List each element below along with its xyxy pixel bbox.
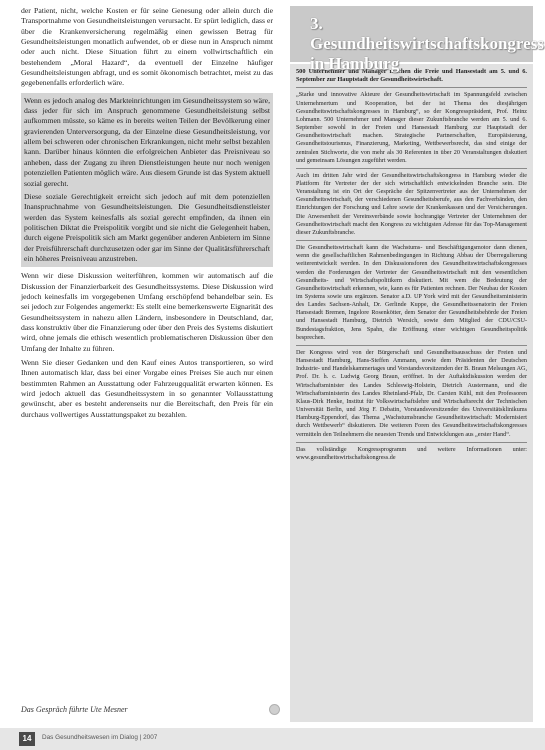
end-mark-icon: [269, 704, 280, 715]
sidebar-paragraph: Die Gesundheitswirtschaft kann die Wachstums- und Beschäftigungsmotor dann dienen, wenn die gesellschaftlichen Rahmenbedingungen in Richtung Abbau der Überregulierung weiterentwickelt werden. In den Diskussionsforen des Gesundheitswirtschaftskongresses werden die Forderungen der Vertreter der Gesundheitswirtschaft mit den wesentlichen Gesundheits- und Wirtschaftspolitikern diskutiert. Mit wem die Bedeutung der Gesundheitswirtschaft erkennen, wie, kann es für Patienten rechnen. Der Neubau der Kosten im Systems sowie uns ergänzen. Senator a.D. UP York wird mit der Gesundheitsministerin des Landes Sachsen-Anhalt, Dr. Gerlinde Kuppe, die Gesundheitssenatorin der Freien Hansestadt Bremen, Ingelore Rosenkötter, dem Senator der Gesundheitsbehörde der Freien und Hansestadt Hamburg, Dietrich Wersich, sowie dem Mitglied der CDU/CSU-Bundestagsfraktion, Jens Spahn, die Eröffnung einer wichtigen Gesundheitspolitik besprechen.: [296, 245, 527, 341]
interview-paragraph: der Patient, nicht, welche Kosten er für seine Genesung oder allein durch die Transportnahme von Gesundheitsleistungen verursacht. Er spürt lediglich, dass er über die Krankenversicherung regelmäßig einen gewissen Betrag für Gesundheitsleistungen monatlich aufwendet, ob er diese nun in Anspruch nimmt oder auch nicht. Diese Situation führt zu einem vollwirtschaftlich ein bestehendem „Moral Hazard“, da eventuell der Einzelne häufiger Gesundheitsleistungen abfragt, und es somit ökonomisch betrachtet, meist zu das gegebenenfalls erforderlich wäre.: [21, 6, 273, 88]
highlighted-paragraph: Diese soziale Gerechtigkeit erreicht sich jedoch auf mit dem potenziellen Inanspruchnahme von Gesundheitsleistungen. Die Gesundheitsdienstleister werden das System keinesfalls als sozial gerecht empfinden, da ihnen ein politischen Diktat die Preispolitik vorgibt und sie nicht die Gelegenheit haben, durch eigene Preispolitik sich am Markt gegenüber anderen Anbietern im Sinne der Preisführerschaft durchzusetzen oder gar im Sinne der Qualitätsführerschaft ein höheres Preisniveau anzustreben.: [24, 191, 270, 263]
interview-paragraph: Wenn wir diese Diskussion weiterführen, kommen wir automatisch auf die Diskussion der Finanzierbarkeit des Gesundheitssystems. Diese Diskussion wird jedoch keinesfalls im vorgegebenen Umfang erschöpfend behandelbar sein. Es sei jedoch zur Folgendes angemerkt: Es stellt eine bemerkenswerte Eignarität des Gesundheitssystem in nahezu allen Ländern, insbesondere in Deutschland, dar, dass konstruktiv über die Finanzierung oder über den Preis des Systems diskutiert wird, ohne jemals die ethisch wesentlich problematischeren Diskussion über den Umfang der Inhalte zu führen.: [21, 271, 273, 353]
sidebar-paragraph: „Starke und innovative Akteure der Gesundheitswirtschaft im Spannungsfeld zwischen Unternehmertum und Kooperation, bei der ist Thema des diesjährigen Gesundheitswirtschaftskongresses in Hamburg“, so der Kongresspräsident, Prof. Heinz Lohmann. 500 Unternehmer und Manager dieser Zukunftsbranche werden am 5. und 6. September sowohl in der Freien und Hansestadt Hamburg zur Hauptstadt der Gesundheitswirtschaft machen. Strategische Partnerschaften, Europäisierung, Gesundheitstourismus, Finanzierung, Marketing, Wettbewerbsrecht, das sind einige der zentralen Stichworte, die von mehr als 30 Referenten in über 20 Veranstaltungen diskutiert und gemeinsam Lösungen zugeführt werden.: [296, 92, 527, 164]
sidebar-paragraph: Der Kongress wird von der Bürgerschaft und Gesundheitsausschuss der Freien und Hansestadt Hamburg, Hans-Steffen Ammann, sowie dem Präsidenten der Deutschen Industrie- und Handelskammertages und Vorstandsvorsitzenden der B. Braun Melsungen AG, Prof. Dr. h. c. Ludwig Georg Braun, eröffnet. In der Auftaktdiskussion werden der Wirtschaftsminister des Landes Schleswig-Holstein, Dietrich Austermann, und die Wirtschaftsministerin des Landes Rheinland-Pfalz, Dr. Carsten Kühl, mit den Professoren Klaus-Dirk Henke, Institut für Volkswirtschaftslehre und Wirtschaftsrecht der Technischen Universität Berlin, und Jörg F. Debatin, Vorstandsvorsitzender des Universitätsklinikums Hamburg-Eppendorf, das Thema „Wachstumsbranche Gesundheitswirtschaft: Modernisiert durch Wettbewerb“ diskutieren. Die weiteren Foren des Gesundheitswirtschaftskongresses vermitteln den Teilnehmern die neuesten Trends und Entwicklungen aus „erster Hand“.: [296, 349, 527, 438]
section-title: 3. Gesundheitswirtschaftskongress in Hamburg: [310, 14, 544, 73]
interview-column: [21, 6, 273, 420]
lead-paragraph: 500 Unternehmer und Manager machen die Freie und Hansestadt am 5. und 6. September zur Hauptstadt der Gesundheitswirtschaft.: [296, 68, 527, 84]
divider: [296, 345, 527, 346]
interview-paragraph: Wenn Sie dieser Gedanken und den Kauf eines Autos transportieren, so wird Ihnen automatisch klar, dass bei einer Vorgabe eines Preises Sie auch nur einen bestimmten Rahmen an Ausstattung oder Fahrzeugqualität erwarten können. Es wird jedoch aktuell das Gesundheitssystem in so genannter Vollausstattung gewünscht, aber es besteht anderenseits nur die Bereitschaft, den Preis für ein durchaus vollwertiges Ausstattungspaket zu bezahlen.: [21, 358, 273, 419]
footer-caption: Das Gesundheitswesen im Dialog | 2007: [42, 734, 158, 741]
divider: [296, 87, 527, 88]
divider: [296, 168, 527, 169]
section-header: [290, 6, 544, 73]
interview-signature: Das Gespräch führte Ute Mesner: [21, 705, 128, 714]
highlighted-paragraph: Wenn es jedoch analog des Markteinrichtungen im Gesundheitssystem so wäre, dass jeder für sich im Anspruch genommene Gesundheitsleistung selbst aufkommen müsste, so käme es in bereits weiten Teilen der Bevölkerung einer gravierenden Unterversorgung, da der Einzelne diese Gesundheitsleistung, vor allem bei schweren oder chronischen Erkrankungen, nicht mehr selbst bezahlen kann. Darüber hinaus könnten die erfolgreichen Anbieter das Preisniveau so anheben, dass der Zugang zu ihren Dienstleistungen heute nur noch wenigen potenziellen Patienten möglich wäre. Aus diesem Grunde ist das System aktuell sozial gerecht.: [24, 95, 270, 188]
congress-sidebar: [290, 6, 544, 722]
divider: [296, 240, 527, 241]
sidebar-body: [290, 64, 533, 462]
page-number: 14: [19, 732, 35, 746]
sidebar-paragraph: Auch im dritten Jahr wird der Gesundheitswirtschaftskongress in Hamburg wieder die Plattform für Vertreter der der sich wirtschaftlich entwickelnden Branche sein. Die Veranstaltung ist ein Ort der Gespräche der Spitzenvertreter aus der Unternehmen der Gesundheitswirtschaft, der verschiedenen Gesundheitsberufe, aus den Fachverbänden, den Einrichtungen der Forschung und Lehre sowie der Krankenkassen und der Versicherungen. Die Anwesenheit der Vereinsverbände sowie hochrangige Vertreter der Unternehmen der Gesundheitswirtschaft macht den Kongress zu wichtigsten Adresse für das Top-Management dieser Zukunftsbranche.: [296, 172, 527, 236]
divider: [296, 442, 527, 443]
program-link[interactable]: Das vollständige Kongressprogramm und weitere Informationen unter: www.gesundheitswirtschaftskongress.de: [296, 446, 527, 461]
highlighted-box: [21, 93, 273, 268]
